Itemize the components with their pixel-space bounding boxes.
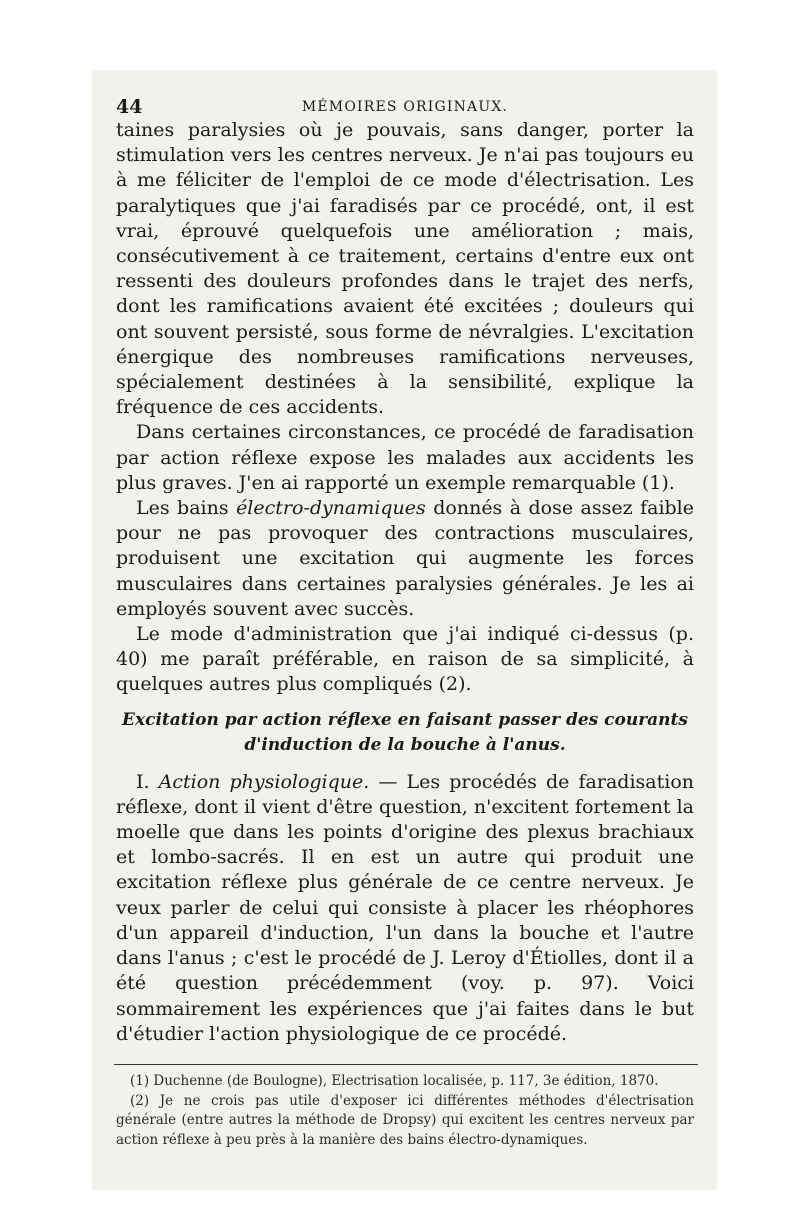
p5-suffix: — Les procédés de faradisation réflexe, dont il vient d'être question, n'excitent fortement la moelle que dans les points d'origine des plexus brachiaux et lombo-sacrés. Il en est un autre qui produit une excitation réflexe plus générale de ce centre nerveux. Je veux parler de celui qui consiste à placer les rhéophores d'un appareil d'induction, l'un dans la bouche et l'autre dans l'anus ; c'est le procédé de J. Leroy d'Étiolles, dont il a été question précédemment (voy. p. 97). Voici sommairement les expériences que j'ai faites dans le but d'étudier l'action physiologique de ce procédé. (116, 770, 694, 1045)
footnotes (116, 1072, 694, 1150)
footnote-1: (1) Duchenne (de Boulogne), Electrisation localisée, p. 117, 3e édition, 1870. (130, 1073, 659, 1089)
body-text (116, 118, 694, 1047)
p5-italic-heading: Action physiologique. (158, 770, 370, 793)
p3-italic-term: électro-dynamiques (236, 497, 426, 520)
p3-suffix: donnés à dose assez faible pour ne pas provoquer des contractions musculaires, produisent une excitation qui augmente les forces musculaires dans certaines paralysies générales. Je les ai employés souvent avec succès. (116, 497, 695, 620)
paragraph-electro-dynamic-baths (116, 496, 694, 622)
paragraph-faradisation-dangers: Dans certaines circonstances, ce procédé de faradisation par action réflexe expose les malades aux accidents les plus graves. J'en ai rapporté un exemple remarquable (1). (116, 421, 694, 494)
paragraph-continuation: taines paralysies où je pouvais, sans danger, porter la stimulation vers les centres nerveux. Je n'ai pas toujours eu à me féliciter de l'emploi de ce mode d'électrisation. Les paralytiques que j'ai faradisés par ce procédé, ont, il est vrai, éprouvé quelquefois une amélioration ; mais, consécutivement à ce traitement, certains d'entre eux ont ressenti des douleurs profondes dans le trajet des nerfs, dont les ramifications avaient été excitées ; douleurs qui ont souvent persisté, sous forme de névralgies. L'excitation énergique des nombreuses ramifications nerveuses, spécialement destinées à la sensibilité, explique la fréquence de ces accidents. (116, 119, 694, 419)
section-subheading: Excitation par action réflexe en faisant passer des courants d'induction de la bouche à l'anus. (122, 709, 688, 755)
paragraph-physiological-action (116, 770, 694, 1047)
p5-prefix: I. (136, 770, 159, 793)
footnote-divider (114, 1064, 698, 1065)
running-title: MÉMOIRES ORIGINAUX. (301, 99, 509, 115)
page-number: 44 (116, 96, 143, 118)
footnote-2: (2) Je ne crois pas utile d'exposer ici différentes méthodes d'électrisation générale (entre autres la méthode de Dropsy) qui excitent les centres nerveux par action réflexe à peu près à la manière des bains électro-dynamiques. (116, 1092, 694, 1148)
paragraph-administration-mode: Le mode d'administration que j'ai indiqué ci-dessus (p. 40) me paraît préférable, en raison de sa simplicité, à quelques autres plus compliqués (2). (116, 623, 694, 696)
p3-prefix: Les bains (136, 497, 237, 520)
